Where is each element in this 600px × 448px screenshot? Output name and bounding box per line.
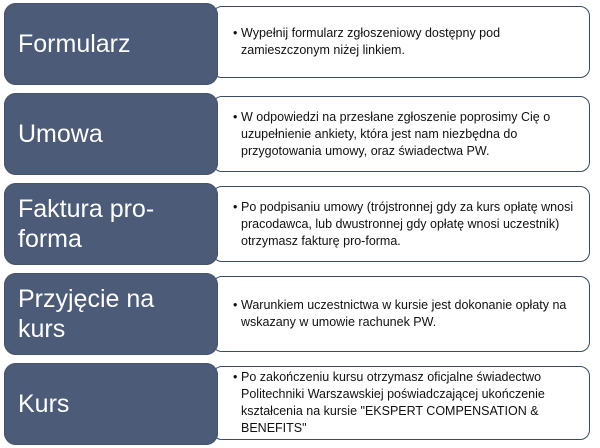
step-title-text: Przyjęcie na kurs bbox=[18, 285, 155, 343]
bullet-icon: • bbox=[233, 370, 238, 384]
step-description bbox=[212, 366, 590, 440]
step-title-text: Kurs bbox=[18, 390, 70, 418]
step-title-text: Umowa bbox=[18, 120, 103, 148]
step-title-text: Faktura pro-forma bbox=[18, 195, 155, 253]
step-title bbox=[4, 93, 218, 175]
bullet-icon: • bbox=[233, 26, 238, 40]
step-title bbox=[4, 363, 218, 445]
step-title bbox=[4, 183, 218, 265]
step-title-text: Formularz bbox=[18, 30, 131, 58]
step-description bbox=[212, 6, 590, 78]
step-text: Po podpisaniu umowy (trójstronnej gdy za kurs opłatę wnosi pracodawca, lub dwustronnej gdy opłatę wnosi uczestnik) otrzymasz fakturę pro-forma. bbox=[241, 199, 574, 248]
bullet-icon: • bbox=[233, 109, 238, 124]
step-title bbox=[4, 273, 218, 355]
step-text: Po zakończeniu kursu otrzymasz oficjalne świadectwo Politechniki Warszawskiej poświadczającej ukończenie kształcenia na kursie "EKSPERT COMPENSATION & BENEFITS" bbox=[241, 370, 545, 435]
step-text: Wypełnij formularz zgłoszeniowy dostępny pod zamieszczonym niżej linkiem. bbox=[241, 26, 501, 57]
step-description bbox=[212, 96, 590, 172]
bullet-icon: • bbox=[233, 298, 238, 312]
bullet-icon: • bbox=[233, 199, 238, 214]
step-description bbox=[212, 276, 590, 352]
step-description bbox=[212, 186, 590, 262]
step-text: Warunkiem uczestnictwa w kursie jest dokonanie opłaty na wskazany w umowie rachunek PW. bbox=[241, 298, 567, 329]
step-title bbox=[4, 3, 218, 85]
step-text: W odpowiedzi na przesłane zgłoszenie poprosimy Cię o uzupełnienie ankiety, która jest nam niezbędna do przygotowania umowy, oraz świadectwa PW. bbox=[241, 109, 551, 158]
